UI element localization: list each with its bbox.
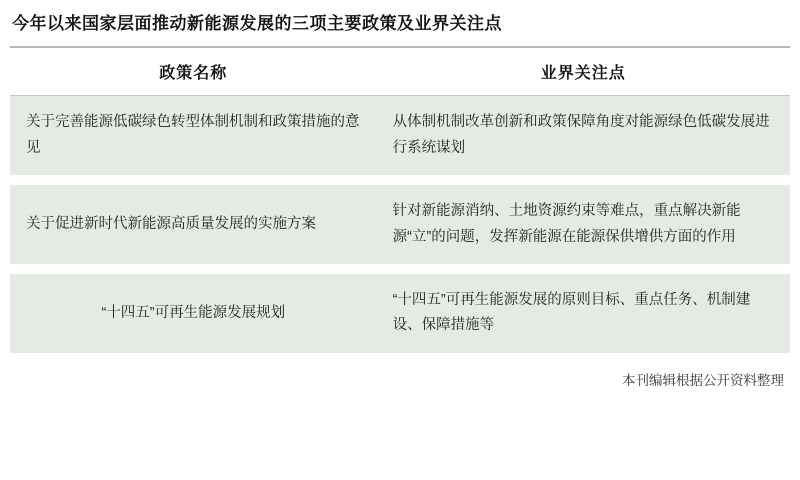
- cell-policy-name: 关于完善能源低碳绿色转型体制机制和政策措施的意见: [10, 96, 377, 175]
- table-row: [10, 185, 790, 264]
- cell-policy-name: “十四五”可再生能源发展规划: [10, 274, 377, 353]
- row-spacer-cell: [10, 264, 377, 274]
- table-header-row: [10, 48, 790, 96]
- column-header-policy-name: 政策名称: [159, 65, 228, 83]
- cell-industry-focus: “十四五”可再生能源发展的原则目标、重点任务、机制建设、保障措施等: [377, 274, 790, 353]
- page-title: 今年以来国家层面推动新能源发展的三项主要政策及业界关注点: [12, 14, 502, 33]
- cell-policy-name: 关于促进新时代新能源高质量发展的实施方案: [10, 185, 377, 264]
- table-header: [10, 48, 790, 96]
- row-spacer: [10, 264, 790, 274]
- column-header-industry-focus: 业界关注点: [540, 65, 626, 83]
- table-row: [10, 274, 790, 353]
- row-spacer-cell: [10, 175, 377, 185]
- table-row: [10, 96, 790, 175]
- row-spacer: [10, 175, 790, 185]
- policy-table: [10, 48, 790, 352]
- cell-industry-focus: 针对新能源消纳、土地资源约束等难点，重点解决新能源“立”的问题，发挥新能源在能源保供增供方面的作用: [377, 185, 790, 264]
- row-spacer-cell: [377, 264, 790, 274]
- cell-industry-focus: 从体制机制改革创新和政策保障角度对能源绿色低碳发展进行系统谋划: [377, 96, 790, 175]
- source-note: 本刊编辑根据公开资料整理: [622, 372, 784, 388]
- row-spacer-cell: [377, 175, 790, 185]
- table-body: [10, 96, 790, 353]
